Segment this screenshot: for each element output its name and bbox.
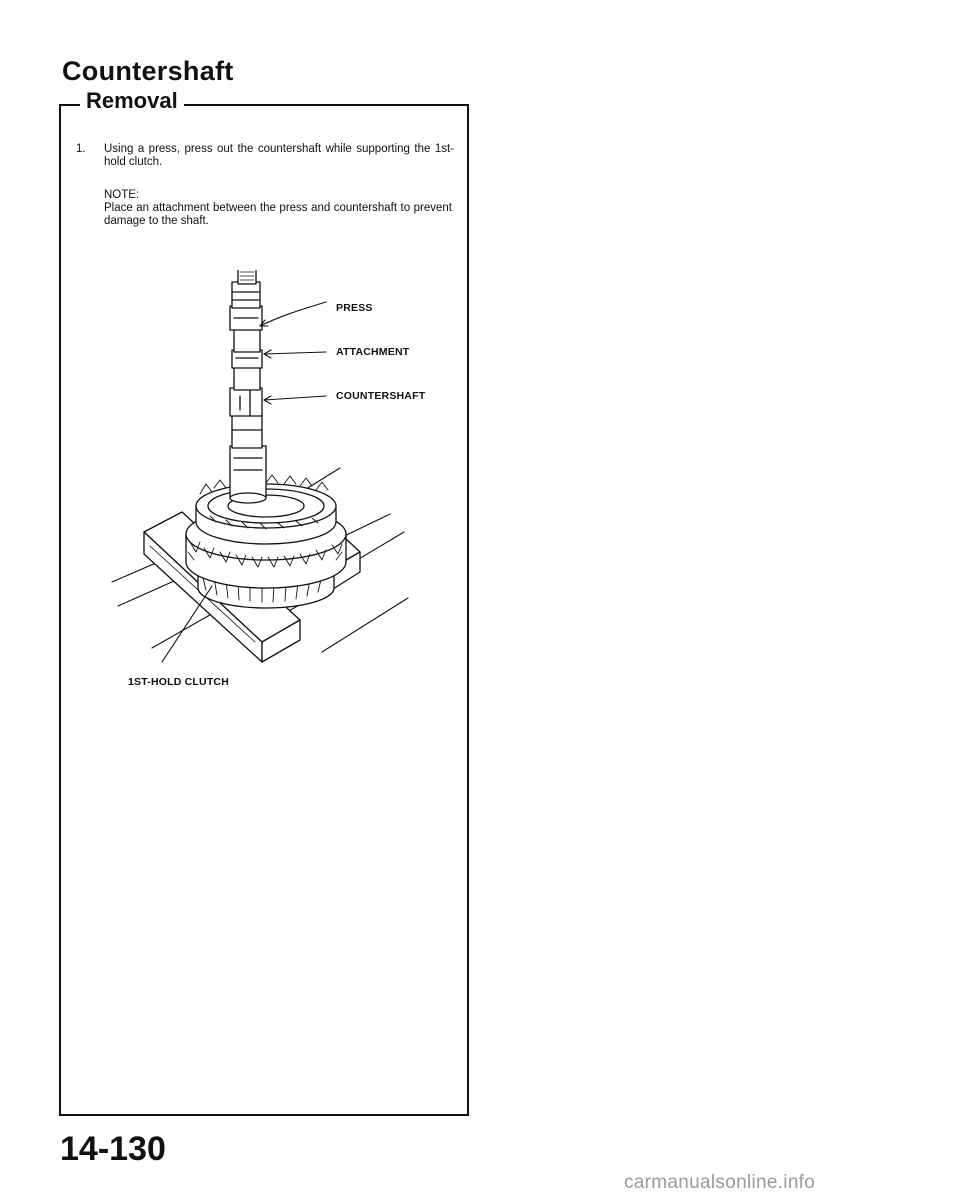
section-title: Removal bbox=[80, 88, 184, 114]
callout-attachment: ATTACHMENT bbox=[336, 346, 410, 358]
attachment bbox=[232, 282, 260, 308]
callout-press: PRESS bbox=[336, 302, 373, 314]
step-1 bbox=[76, 143, 454, 169]
watermark: carmanualsonline.info bbox=[624, 1172, 816, 1193]
step-number: 1. bbox=[76, 143, 86, 155]
callout-countershaft: COUNTERSHAFT bbox=[336, 390, 426, 402]
page-number: 14-130 bbox=[60, 1130, 166, 1168]
page-title: Countershaft bbox=[62, 56, 234, 86]
press-ram bbox=[238, 270, 256, 284]
note-text: Place an attachment between the press and countershaft to prevent damage to the shaft. bbox=[104, 202, 452, 227]
countershaft bbox=[230, 306, 266, 503]
callout-1st-hold-clutch: 1ST-HOLD CLUTCH bbox=[128, 676, 229, 688]
note-label: NOTE: bbox=[104, 189, 140, 201]
countershaft-press-illustration bbox=[100, 270, 440, 670]
note bbox=[104, 189, 452, 228]
step-text: Using a press, press out the countershaft while supporting the 1st-hold clutch. bbox=[104, 143, 454, 168]
